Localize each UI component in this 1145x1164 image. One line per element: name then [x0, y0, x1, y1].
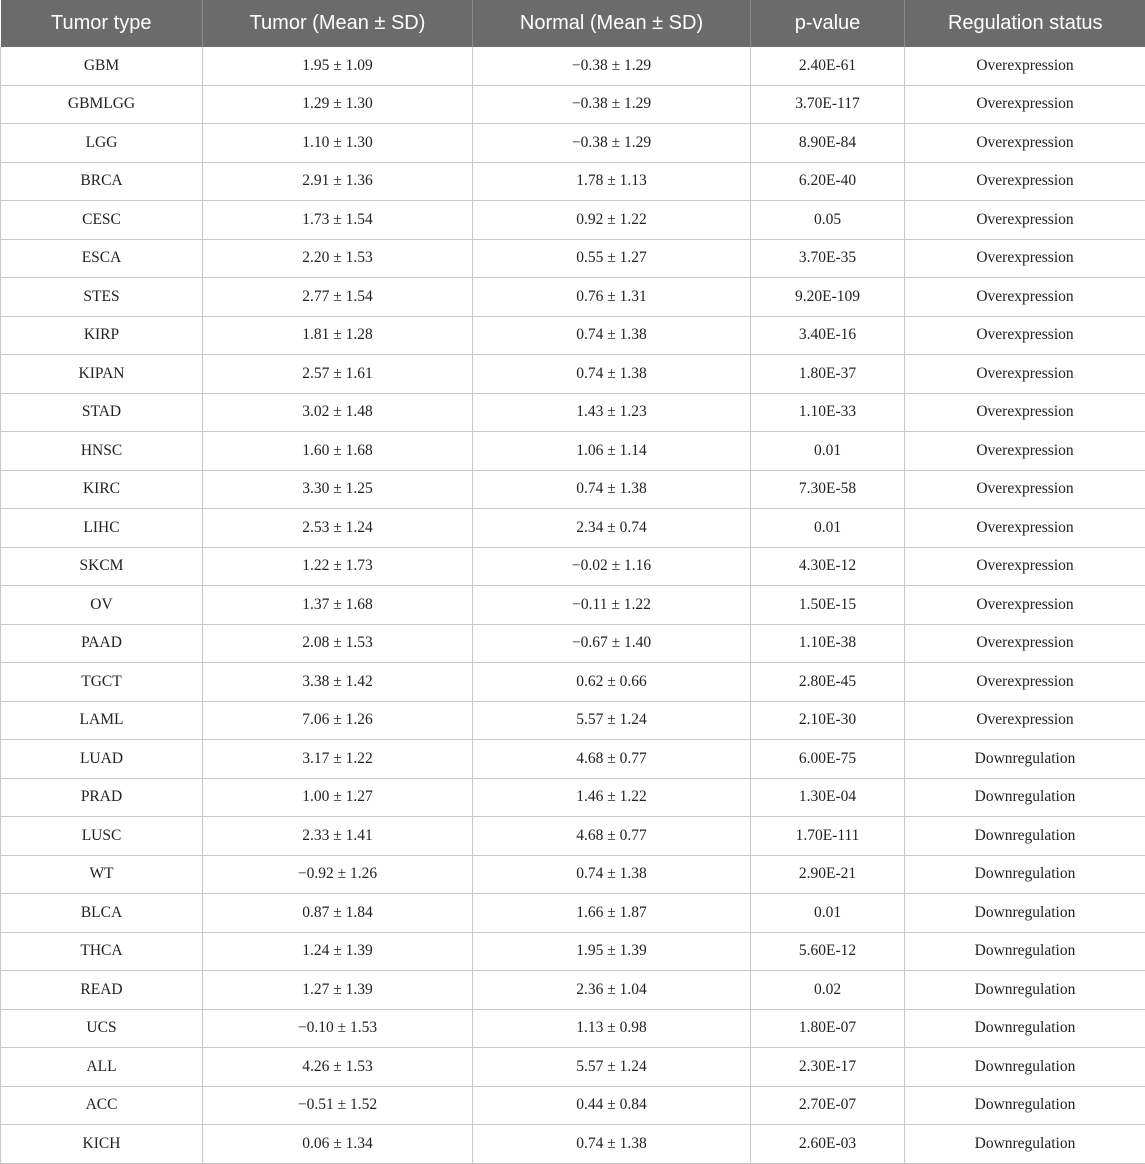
- cell-p-value: 9.20E-109: [751, 278, 905, 317]
- cell-p-value: 0.01: [751, 509, 905, 548]
- cell-normal-mean-sd: −0.11 ± 1.22: [473, 586, 751, 625]
- table-row: [1, 932, 1145, 971]
- cell-tumor-mean-sd: 2.77 ± 1.54: [203, 278, 473, 317]
- cell-tumor-type: ACC: [1, 1086, 203, 1125]
- cell-tumor-type: KIRC: [1, 470, 203, 509]
- cell-tumor-mean-sd: 1.95 ± 1.09: [203, 47, 473, 85]
- cell-tumor-type: SKCM: [1, 547, 203, 586]
- cell-normal-mean-sd: 4.68 ± 0.77: [473, 740, 751, 779]
- cell-normal-mean-sd: 0.74 ± 1.38: [473, 316, 751, 355]
- cell-normal-mean-sd: 0.74 ± 1.38: [473, 355, 751, 394]
- cell-tumor-mean-sd: 1.10 ± 1.30: [203, 124, 473, 163]
- table-row: [1, 316, 1145, 355]
- cell-tumor-mean-sd: 2.91 ± 1.36: [203, 162, 473, 201]
- cell-p-value: 1.10E-38: [751, 624, 905, 663]
- cell-regulation-status: Downregulation: [905, 971, 1145, 1010]
- table-row: [1, 124, 1145, 163]
- cell-normal-mean-sd: −0.38 ± 1.29: [473, 85, 751, 124]
- cell-p-value: 5.60E-12: [751, 932, 905, 971]
- cell-tumor-mean-sd: 3.02 ± 1.48: [203, 393, 473, 432]
- cell-regulation-status: Overexpression: [905, 124, 1145, 163]
- cell-normal-mean-sd: −0.02 ± 1.16: [473, 547, 751, 586]
- cell-regulation-status: Downregulation: [905, 817, 1145, 856]
- cell-regulation-status: Downregulation: [905, 1125, 1145, 1164]
- cell-normal-mean-sd: 0.74 ± 1.38: [473, 855, 751, 894]
- cell-tumor-mean-sd: 1.73 ± 1.54: [203, 201, 473, 240]
- cell-regulation-status: Overexpression: [905, 509, 1145, 548]
- cell-normal-mean-sd: 0.76 ± 1.31: [473, 278, 751, 317]
- cell-tumor-mean-sd: 1.27 ± 1.39: [203, 971, 473, 1010]
- table-row: [1, 432, 1145, 471]
- header-tumor-type: Tumor type: [1, 0, 203, 47]
- cell-tumor-type: LGG: [1, 124, 203, 163]
- cell-tumor-mean-sd: 4.26 ± 1.53: [203, 1048, 473, 1087]
- cell-tumor-type: BRCA: [1, 162, 203, 201]
- header-p-value: p-value: [751, 0, 905, 47]
- cell-tumor-type: GBMLGG: [1, 85, 203, 124]
- table-row: [1, 1125, 1145, 1164]
- table-row: [1, 278, 1145, 317]
- header-regulation-status: Regulation status: [905, 0, 1145, 47]
- cell-tumor-mean-sd: 1.29 ± 1.30: [203, 85, 473, 124]
- cell-normal-mean-sd: 1.66 ± 1.87: [473, 894, 751, 933]
- cell-regulation-status: Downregulation: [905, 855, 1145, 894]
- cell-normal-mean-sd: 0.92 ± 1.22: [473, 201, 751, 240]
- cell-regulation-status: Overexpression: [905, 162, 1145, 201]
- cell-tumor-type: READ: [1, 971, 203, 1010]
- cell-normal-mean-sd: 1.95 ± 1.39: [473, 932, 751, 971]
- cell-regulation-status: Overexpression: [905, 201, 1145, 240]
- cell-tumor-type: ESCA: [1, 239, 203, 278]
- cell-tumor-type: LUSC: [1, 817, 203, 856]
- cell-p-value: 1.80E-37: [751, 355, 905, 394]
- table-row: [1, 894, 1145, 933]
- cell-normal-mean-sd: 0.74 ± 1.38: [473, 1125, 751, 1164]
- table-row: [1, 586, 1145, 625]
- cell-p-value: 8.90E-84: [751, 124, 905, 163]
- table-row: [1, 393, 1145, 432]
- cell-tumor-type: LIHC: [1, 509, 203, 548]
- cell-tumor-type: PAAD: [1, 624, 203, 663]
- cell-tumor-type: STAD: [1, 393, 203, 432]
- cell-p-value: 1.80E-07: [751, 1009, 905, 1048]
- cell-tumor-mean-sd: 1.81 ± 1.28: [203, 316, 473, 355]
- table-row: [1, 701, 1145, 740]
- cell-tumor-mean-sd: −0.51 ± 1.52: [203, 1086, 473, 1125]
- cell-tumor-mean-sd: −0.92 ± 1.26: [203, 855, 473, 894]
- cell-p-value: 6.00E-75: [751, 740, 905, 779]
- table-row: [1, 817, 1145, 856]
- cell-tumor-type: UCS: [1, 1009, 203, 1048]
- table-row: [1, 1048, 1145, 1087]
- cell-tumor-mean-sd: 2.20 ± 1.53: [203, 239, 473, 278]
- cell-regulation-status: Overexpression: [905, 701, 1145, 740]
- cell-tumor-mean-sd: 0.06 ± 1.34: [203, 1125, 473, 1164]
- cell-normal-mean-sd: 0.44 ± 0.84: [473, 1086, 751, 1125]
- cell-normal-mean-sd: −0.38 ± 1.29: [473, 124, 751, 163]
- cell-p-value: 2.30E-17: [751, 1048, 905, 1087]
- table-row: [1, 162, 1145, 201]
- table-row: [1, 509, 1145, 548]
- cell-regulation-status: Overexpression: [905, 316, 1145, 355]
- cell-regulation-status: Overexpression: [905, 663, 1145, 702]
- table-row: [1, 663, 1145, 702]
- cell-normal-mean-sd: −0.67 ± 1.40: [473, 624, 751, 663]
- table-row: [1, 470, 1145, 509]
- cell-tumor-type: TGCT: [1, 663, 203, 702]
- cell-p-value: 2.80E-45: [751, 663, 905, 702]
- cell-p-value: 1.50E-15: [751, 586, 905, 625]
- cell-tumor-mean-sd: 0.87 ± 1.84: [203, 894, 473, 933]
- cell-tumor-mean-sd: 1.37 ± 1.68: [203, 586, 473, 625]
- cell-p-value: 3.70E-117: [751, 85, 905, 124]
- table-row: [1, 740, 1145, 779]
- cell-regulation-status: Downregulation: [905, 1009, 1145, 1048]
- cell-normal-mean-sd: 4.68 ± 0.77: [473, 817, 751, 856]
- cell-p-value: 0.01: [751, 894, 905, 933]
- cell-tumor-type: THCA: [1, 932, 203, 971]
- cell-regulation-status: Overexpression: [905, 85, 1145, 124]
- cell-tumor-type: KICH: [1, 1125, 203, 1164]
- cell-regulation-status: Downregulation: [905, 1086, 1145, 1125]
- cell-p-value: 2.90E-21: [751, 855, 905, 894]
- cell-normal-mean-sd: 1.06 ± 1.14: [473, 432, 751, 471]
- cell-normal-mean-sd: 2.36 ± 1.04: [473, 971, 751, 1010]
- cell-p-value: 3.40E-16: [751, 316, 905, 355]
- cell-regulation-status: Downregulation: [905, 894, 1145, 933]
- cell-normal-mean-sd: 1.13 ± 0.98: [473, 1009, 751, 1048]
- cell-tumor-type: LAML: [1, 701, 203, 740]
- cell-p-value: 2.10E-30: [751, 701, 905, 740]
- cell-tumor-type: LUAD: [1, 740, 203, 779]
- cell-tumor-mean-sd: −0.10 ± 1.53: [203, 1009, 473, 1048]
- header-row: [1, 0, 1145, 47]
- cell-normal-mean-sd: 0.62 ± 0.66: [473, 663, 751, 702]
- table-row: [1, 355, 1145, 394]
- cell-regulation-status: Overexpression: [905, 47, 1145, 85]
- table-row: [1, 624, 1145, 663]
- cell-tumor-mean-sd: 1.60 ± 1.68: [203, 432, 473, 471]
- cell-p-value: 3.70E-35: [751, 239, 905, 278]
- cell-regulation-status: Overexpression: [905, 624, 1145, 663]
- cell-tumor-type: STES: [1, 278, 203, 317]
- cell-p-value: 6.20E-40: [751, 162, 905, 201]
- cell-p-value: 4.30E-12: [751, 547, 905, 586]
- cell-tumor-mean-sd: 3.30 ± 1.25: [203, 470, 473, 509]
- cell-regulation-status: Downregulation: [905, 740, 1145, 779]
- cell-tumor-type: PRAD: [1, 778, 203, 817]
- table-row: [1, 239, 1145, 278]
- cell-regulation-status: Overexpression: [905, 470, 1145, 509]
- cell-regulation-status: Overexpression: [905, 432, 1145, 471]
- cell-regulation-status: Downregulation: [905, 778, 1145, 817]
- cell-normal-mean-sd: 0.55 ± 1.27: [473, 239, 751, 278]
- cell-tumor-mean-sd: 3.17 ± 1.22: [203, 740, 473, 779]
- cell-tumor-mean-sd: 2.57 ± 1.61: [203, 355, 473, 394]
- cell-tumor-type: OV: [1, 586, 203, 625]
- cell-p-value: 2.70E-07: [751, 1086, 905, 1125]
- cell-normal-mean-sd: 1.78 ± 1.13: [473, 162, 751, 201]
- cell-normal-mean-sd: 1.46 ± 1.22: [473, 778, 751, 817]
- cell-regulation-status: Overexpression: [905, 393, 1145, 432]
- header-tumor-mean-sd: Tumor (Mean ± SD): [203, 0, 473, 47]
- cell-tumor-type: ALL: [1, 1048, 203, 1087]
- cell-normal-mean-sd: 1.43 ± 1.23: [473, 393, 751, 432]
- cell-regulation-status: Overexpression: [905, 547, 1145, 586]
- cell-normal-mean-sd: 5.57 ± 1.24: [473, 701, 751, 740]
- cell-tumor-mean-sd: 3.38 ± 1.42: [203, 663, 473, 702]
- table-row: [1, 971, 1145, 1010]
- cell-tumor-type: HNSC: [1, 432, 203, 471]
- cell-p-value: 2.40E-61: [751, 47, 905, 85]
- cell-regulation-status: Downregulation: [905, 1048, 1145, 1087]
- table-row: [1, 547, 1145, 586]
- cell-p-value: 2.60E-03: [751, 1125, 905, 1164]
- cell-tumor-mean-sd: 1.22 ± 1.73: [203, 547, 473, 586]
- cell-tumor-type: KIRP: [1, 316, 203, 355]
- cell-normal-mean-sd: −0.38 ± 1.29: [473, 47, 751, 85]
- cell-normal-mean-sd: 0.74 ± 1.38: [473, 470, 751, 509]
- cell-p-value: 1.10E-33: [751, 393, 905, 432]
- cell-tumor-mean-sd: 1.24 ± 1.39: [203, 932, 473, 971]
- cell-p-value: 1.30E-04: [751, 778, 905, 817]
- cell-tumor-type: BLCA: [1, 894, 203, 933]
- cell-regulation-status: Overexpression: [905, 586, 1145, 625]
- table-row: [1, 1086, 1145, 1125]
- table-body: [1, 47, 1145, 1163]
- cell-tumor-mean-sd: 2.53 ± 1.24: [203, 509, 473, 548]
- cell-normal-mean-sd: 5.57 ± 1.24: [473, 1048, 751, 1087]
- cell-normal-mean-sd: 2.34 ± 0.74: [473, 509, 751, 548]
- cell-regulation-status: Overexpression: [905, 355, 1145, 394]
- cell-tumor-mean-sd: 1.00 ± 1.27: [203, 778, 473, 817]
- cell-tumor-type: KIPAN: [1, 355, 203, 394]
- cell-tumor-mean-sd: 2.33 ± 1.41: [203, 817, 473, 856]
- cell-tumor-mean-sd: 7.06 ± 1.26: [203, 701, 473, 740]
- cell-p-value: 0.05: [751, 201, 905, 240]
- cell-tumor-mean-sd: 2.08 ± 1.53: [203, 624, 473, 663]
- table-row: [1, 1009, 1145, 1048]
- cell-p-value: 1.70E-111: [751, 817, 905, 856]
- cell-regulation-status: Downregulation: [905, 932, 1145, 971]
- table-row: [1, 855, 1145, 894]
- table-row: [1, 47, 1145, 85]
- cell-tumor-type: WT: [1, 855, 203, 894]
- cell-tumor-type: CESC: [1, 201, 203, 240]
- header-normal-mean-sd: Normal (Mean ± SD): [473, 0, 751, 47]
- cell-tumor-type: GBM: [1, 47, 203, 85]
- cell-p-value: 7.30E-58: [751, 470, 905, 509]
- table-row: [1, 85, 1145, 124]
- cell-regulation-status: Overexpression: [905, 278, 1145, 317]
- cell-p-value: 0.01: [751, 432, 905, 471]
- cell-regulation-status: Overexpression: [905, 239, 1145, 278]
- table-row: [1, 778, 1145, 817]
- cell-p-value: 0.02: [751, 971, 905, 1010]
- table-row: [1, 201, 1145, 240]
